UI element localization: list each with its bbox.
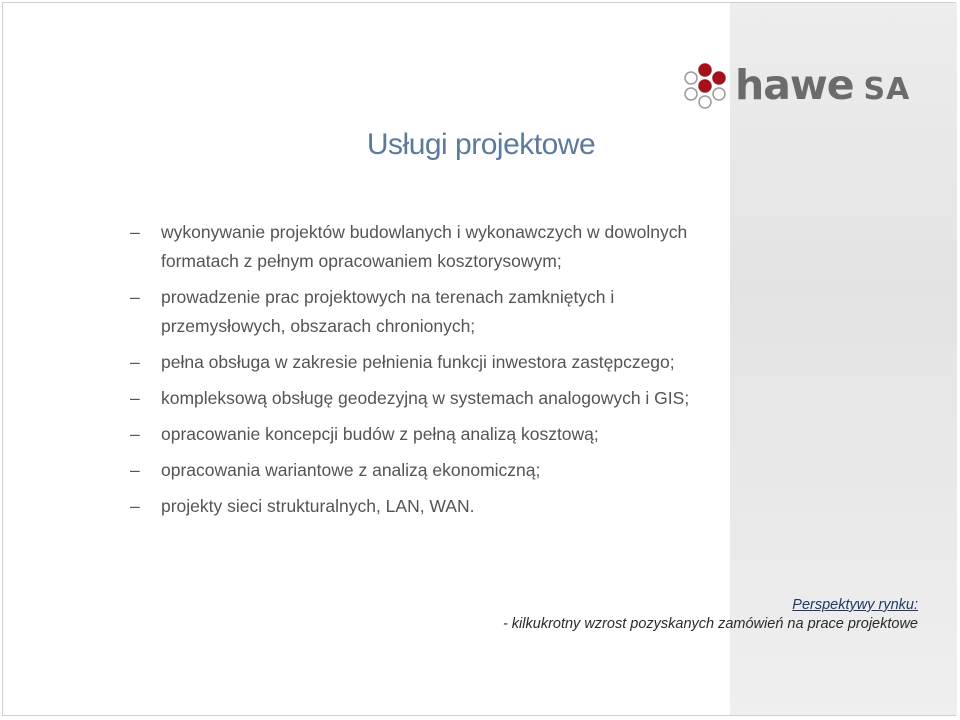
list-item bbox=[130, 283, 720, 341]
list-item-text: prowadzenie prac projektowych na terenach zamkniętych i przemysłowych, obszarach chronionych; bbox=[161, 287, 615, 336]
list-item-text: opracowanie koncepcji budów z pełną analizą kosztową; bbox=[161, 424, 599, 444]
list-item bbox=[130, 218, 720, 276]
note-heading: Perspektywy rynku: bbox=[792, 597, 918, 613]
bullet-marker: – bbox=[130, 424, 140, 444]
bullet-marker: – bbox=[130, 460, 140, 480]
list-item bbox=[130, 348, 720, 377]
logo-brand: hawe bbox=[735, 61, 854, 109]
note-text: - kilkukrotny wzrost pozyskanych zamówień na prace projektowe bbox=[502, 616, 918, 632]
list-item bbox=[130, 420, 720, 449]
company-logo bbox=[681, 62, 931, 112]
bullet-marker: – bbox=[130, 496, 140, 516]
bullet-marker: – bbox=[130, 287, 140, 307]
bullet-marker: – bbox=[130, 388, 140, 408]
bullet-marker: – bbox=[130, 352, 140, 372]
bullet-marker: – bbox=[130, 222, 140, 242]
logo-wordmark bbox=[735, 62, 910, 113]
list-item bbox=[130, 456, 720, 485]
logo-dots-icon bbox=[681, 62, 731, 112]
list-item-text: projekty sieci strukturalnych, LAN, WAN. bbox=[161, 496, 475, 516]
list-item-text: pełna obsługa w zakresie pełnienia funkcji inwestora zastępczego; bbox=[161, 352, 675, 372]
slide-title: Usługi projektowe bbox=[366, 128, 596, 161]
market-outlook-note bbox=[503, 596, 918, 634]
list-item bbox=[130, 492, 720, 521]
list-item-text: kompleksową obsługę geodezyjną w systemach analogowych i GIS; bbox=[161, 388, 690, 408]
list-item bbox=[130, 384, 720, 413]
list-item-text: opracowania wariantowe z analizą ekonomiczną; bbox=[161, 460, 541, 480]
logo-suffix: SA bbox=[863, 72, 911, 107]
bullet-list bbox=[130, 218, 720, 528]
list-item-text: wykonywanie projektów budowlanych i wykonawczych w dowolnych formatach z pełnym opracowaniem kosztorysowym; bbox=[161, 222, 688, 271]
